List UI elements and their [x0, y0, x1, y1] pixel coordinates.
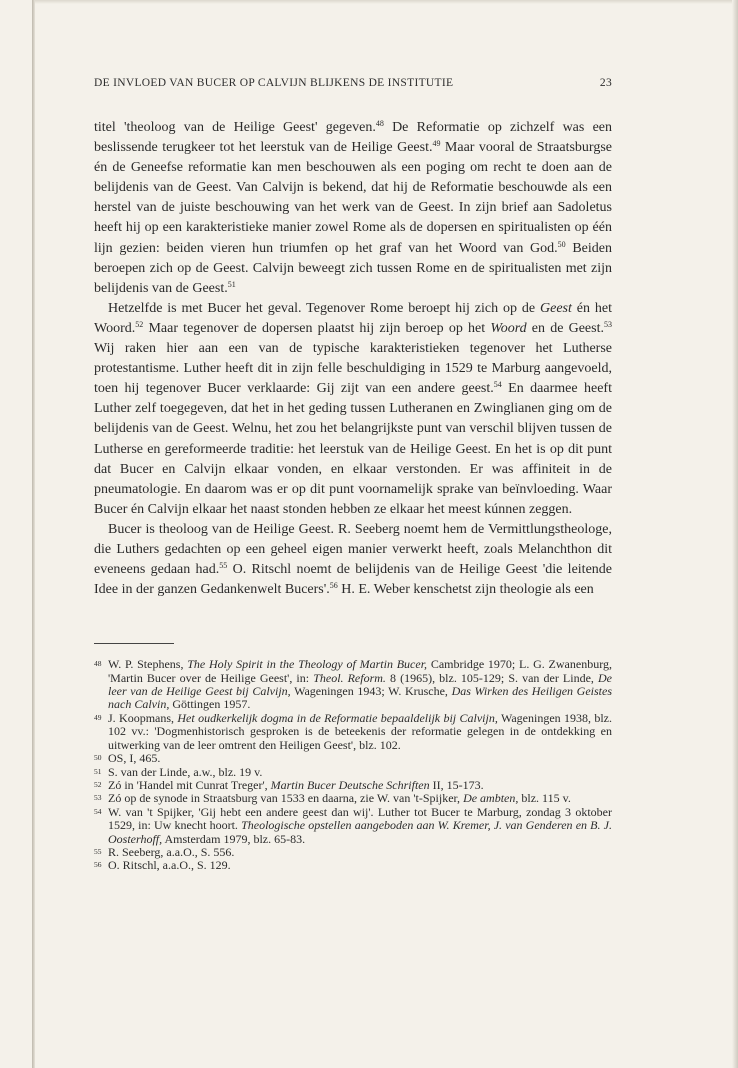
page-top-shadow: [35, 0, 732, 4]
footnote-ref-55[interactable]: 55: [219, 561, 228, 571]
footnote-ref-53[interactable]: 53: [604, 319, 612, 329]
page-content: [94, 74, 612, 873]
paragraph-1: titel 'theoloog van de Heilige Geest' gegeven.$^{48}$ De Reformatie op zichzelf was een beslissende terugkeer tot het leerstuk van de Heilige Geest.$^{49}$ Maar vooral de Straatsburgse én de Geneefse reformatie kan men beschouwen als een poging om recht te doen aan de belijdenis van de Geest. Van Calvijn is bekend, dat hij de Reformatie beschouwde als een herstel van de juiste beschouwing van het werk van de Geest. In zijn brief aan Sadoletus heeft hij op een karakteristieke manier zowel Rome als de dopersen en spiritualisten op één lijn gezien: beiden vieren hun triumfen op het graf van het Woord van God.$^{50}$ Beiden beroepen zich op de Geest. Calvijn beweegt zich tussen Rome en de spiritualisten met zijn belijdenis van de Geest.$^{51}$: [94, 119, 613, 296]
footnote-ref-56[interactable]: 56: [329, 581, 338, 591]
footnote-56: 56 O. Ritschl, a.a.O., S. 129.: [94, 858, 231, 873]
footnote-52: 52 Zó in 'Handel mit Cunrat Treger', Martin Bucer Deutsche Schriften II, 15-173.: [94, 777, 484, 792]
footnote-ref-49[interactable]: 49: [432, 139, 441, 149]
footnote-55: 55 R. Seeberg, a.a.O., S. 556.: [94, 844, 235, 859]
footnote-51: 51 S. van der Linde, a.w., blz. 19 v.: [94, 764, 263, 779]
footnote-ref-50[interactable]: 50: [557, 239, 566, 249]
running-title: DE INVLOED VAN BUCER OP CALVIJN BLIJKENS DE INSTITUTIE: [94, 77, 454, 89]
footnote-49: 49 J. Koopmans, Het oudkerkelijk dogma in de Reformatie bepaaldelijk bij Calvijn, Wageningen 1938, blz. 102 vv.: 'Dogmenhistorisch gesproken is de beteekenis der reformatie gelegen in de ontdekking en uitwerking van de leer omtrent den Heiligen Geest', blz. 102.: [94, 710, 613, 752]
page-gutter-shadow: [32, 0, 35, 1068]
page-number: 23: [599, 77, 612, 89]
footnote-48: 48 W. P. Stephens, The Holy Spirit in the Theology of Martin Bucer, Cambridge 1970; L. G. Zwanenburg, 'Martin Bucer over de Heilige Geest', in: Theol. Reform. 8 (1965), blz. 105-129; S. van der Linde, De leer van de Heilige Geest bij Calvijn, Wageningen 1943; W. Krusche, Das Wirken des Heiligen Geistes nach Calvin, Göttingen 1957.: [94, 657, 613, 712]
paragraph-3: Bucer is theoloog van de Heilige Geest. R. Seeberg noemt hem de Vermittlungstheologe, die Luthers gedachten op een geheel eigen manier verwerkt heeft, zoals Melanchthon dit eveneens gedaan had.$^{55}$ O. Ritschl noemt de belijdenis van de Heilige Geest 'die leitende Idee in der ganzen Gedankenwelt Bucers'.$^{56}$ H. E. Weber kenschetst zijn theologie als een: [94, 521, 612, 598]
footnote-ref-51[interactable]: 51: [227, 279, 236, 289]
page-edge-shadow: [732, 0, 738, 1068]
footnote-54: 54 W. van 't Spijker, 'Gij hebt een andere geest dan wij'. Luther tot Bucer te Marburg, zondag 3 oktober 1529, in: Uw knecht hoort. Theologische opstellen aangeboden aan W. Kremer, J. van Genderen en B. J. Oosterhoff, Amsterdam 1979, blz. 65-83.: [94, 804, 612, 846]
footnote-ref-52[interactable]: 52: [135, 319, 144, 329]
running-header: [94, 74, 612, 94]
footnote-50: 50 OS, I, 465.: [94, 751, 161, 766]
paragraph-2: Hetzelfde is met Bucer het geval. Tegenover Rome beroept hij zich op de Geest én het Woord.$^{52}$ Maar tegenover de dopersen plaatst hij zijn beroep op het Woord en de Geest.$^{53}$ Wij raken hier aan een van de typische karakteristieken tegenover het Lutherse protestantisme. Luther heeft dit in zijn felle beschuldiging in 1529 te Marburg aangevoeld, toen hij tegenover Bucer verklaarde: Gij zijt van een andere geest.$^{54}$ En daarmee heeft Luther zelf toegegeven, dat het in het geding tussen Lutheranen en Zwinglianen ging om de belijdenis van de Geest. Welnu, het zou het belangrijkste punt van verschil blijven tussen de Lutherse en gereformeerde traditie: het leerstuk van de Heilige Geest. En het is op dit punt dat Bucer en Calvijn elkaar vonden, en elkaar verstonden. Er was affiniteit in de pneumatologie. En daarom was er op dit punt voornamelijk sprake van beïnvloeding. Waar Bucer én Calvijn elkaar het naast stonden hebben ze elkaar het meest kúnnen zeggen.: [94, 300, 612, 517]
footnote-ref-54[interactable]: 54: [493, 380, 502, 390]
footnotes: [94, 658, 612, 873]
footnote-ref-48[interactable]: 48: [375, 119, 384, 128]
body-text: [94, 118, 612, 600]
footnote-53: 53 Zó op de synode in Straatsburg van 1533 en daarna, zie W. van 't-Spijker, De ambten, blz. 115 v.: [94, 791, 571, 806]
footnote-separator: [94, 643, 174, 644]
